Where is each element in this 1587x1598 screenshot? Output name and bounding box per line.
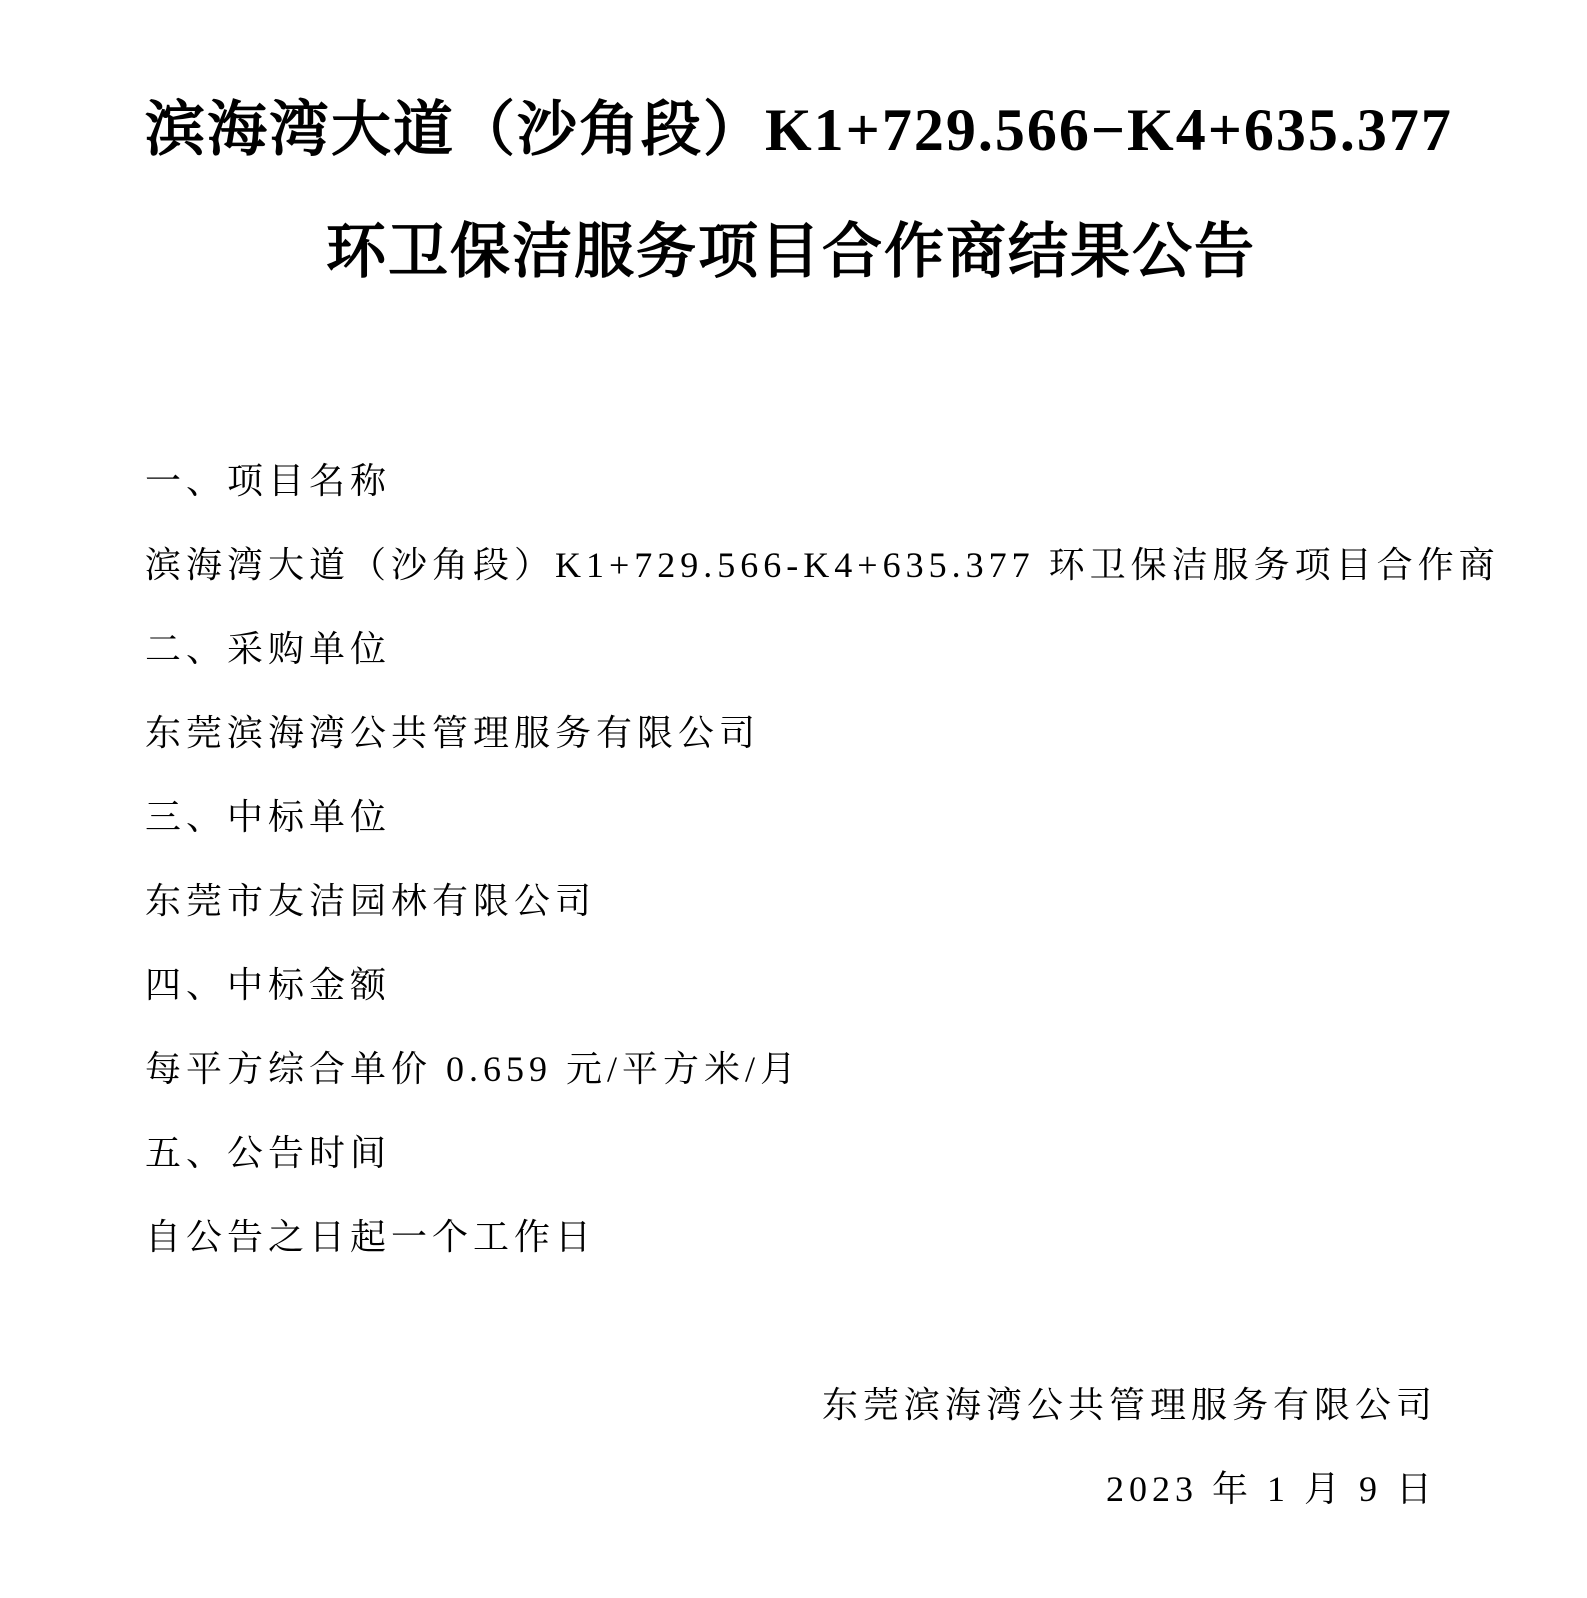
section-2-content: 东莞滨海湾公共管理服务有限公司 — [145, 713, 761, 753]
section-4-content: 每平方综合单价 0.659 元/平方米/月 — [145, 1049, 802, 1089]
section-2-heading: 二、采购单位 — [145, 629, 392, 669]
section-1-content: 滨海湾大道（沙角段）K1+729.566-K4+635.377 环卫保洁服务项目合作商 — [145, 545, 1500, 585]
signature-block — [145, 1363, 1437, 1531]
title-line-2: 环卫保洁服务项目合作商结果公告 — [326, 219, 1256, 285]
signature-company: 东莞滨海湾公共管理服务有限公司 — [821, 1385, 1437, 1425]
section-5-content: 自公告之日起一个工作日 — [145, 1217, 597, 1257]
signature-date: 2023 年 1 月 9 日 — [1105, 1469, 1437, 1509]
section-4-heading: 四、中标金额 — [145, 965, 392, 1005]
section-1-heading: 一、项目名称 — [145, 461, 392, 501]
document-body — [145, 439, 1500, 1279]
title-line-1: 滨海湾大道（沙角段）K1+729.566−K4+635.377 — [145, 97, 1453, 163]
section-3-heading: 三、中标单位 — [145, 797, 392, 837]
section-5-heading: 五、公告时间 — [145, 1133, 392, 1173]
section-3-content: 东莞市友洁园林有限公司 — [145, 881, 597, 921]
document-title — [145, 69, 1453, 313]
